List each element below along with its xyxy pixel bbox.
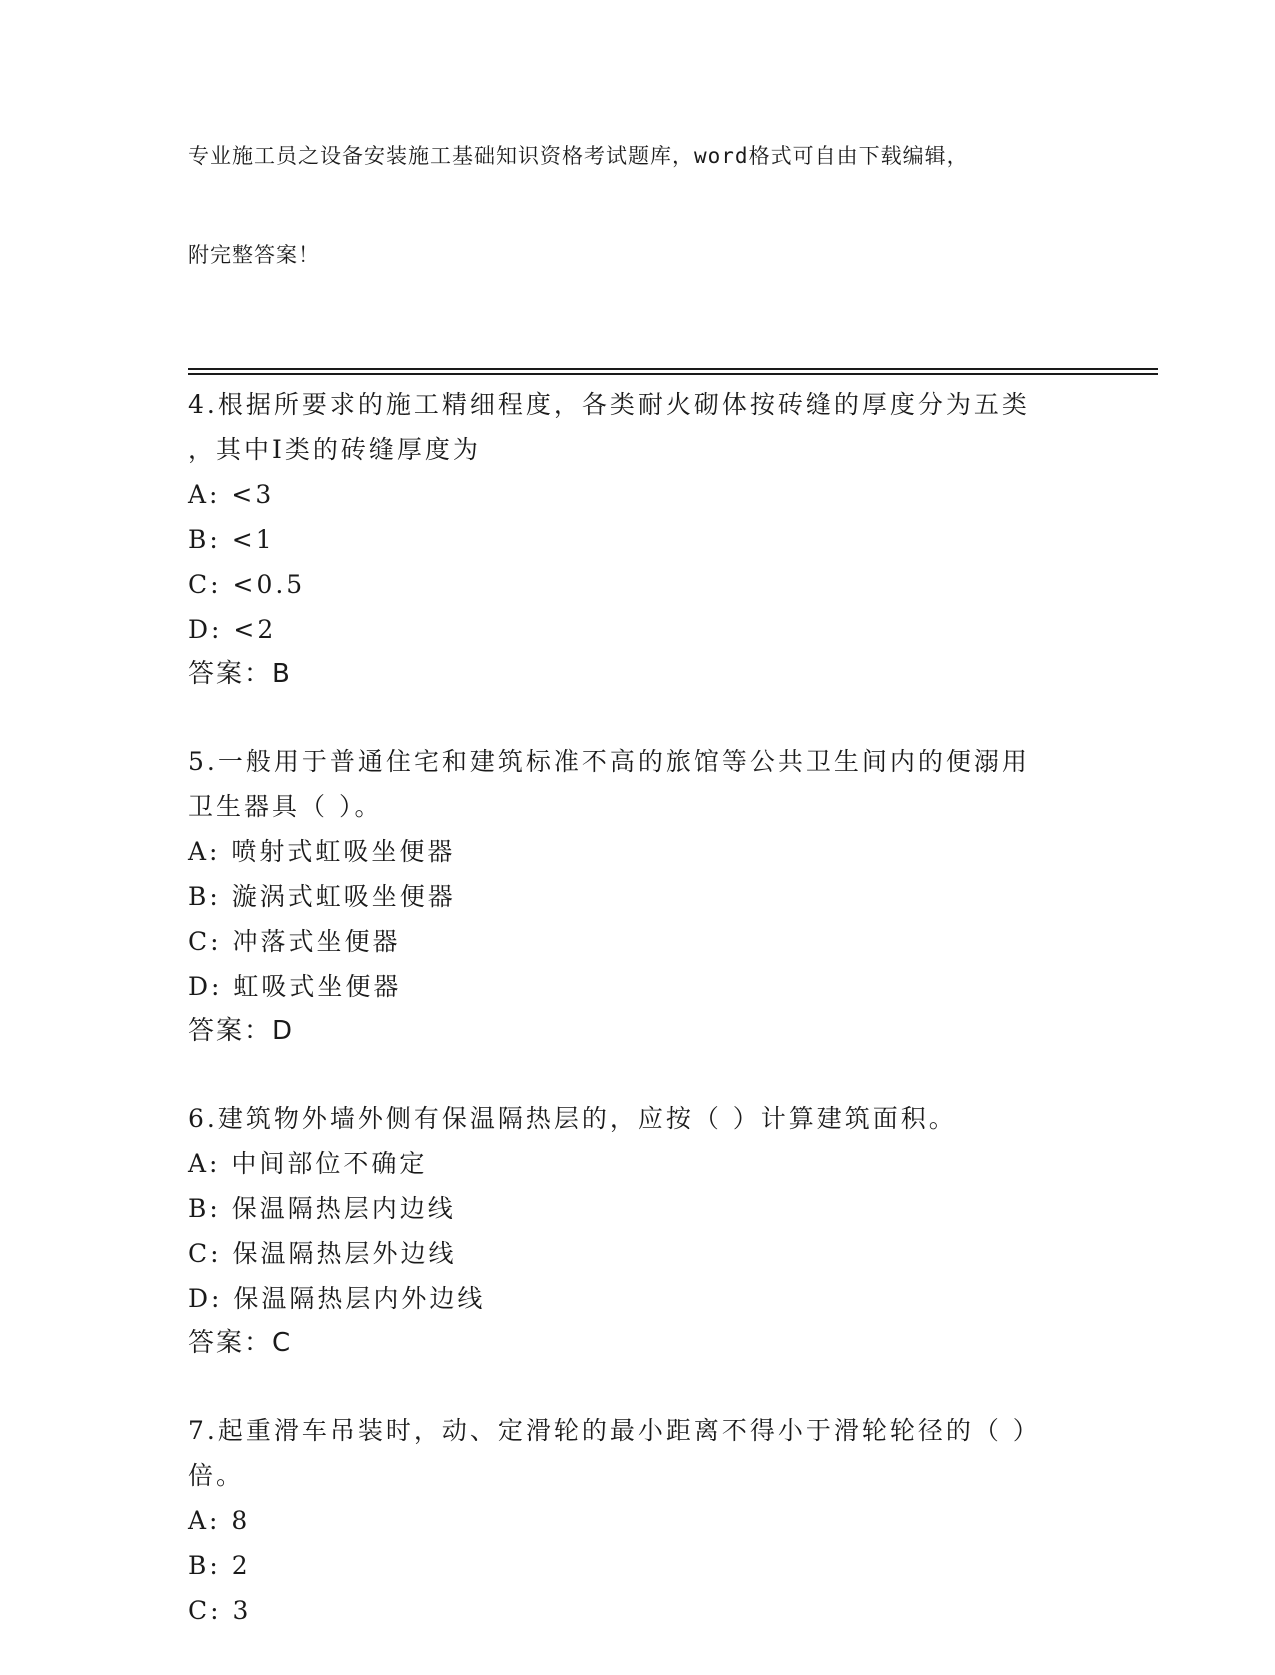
- answer-line: 答案：C: [188, 1328, 293, 1358]
- option-d: D: <2: [188, 615, 277, 644]
- option-a: A: 8: [188, 1506, 251, 1535]
- question-stem-line: 5.一般用于普通住宅和建筑标准不高的旅馆等公共卫生间内的便溺用: [188, 747, 1030, 776]
- option-b: B: <1: [188, 525, 275, 554]
- question-stem-line: ，其中Ⅰ类的砖缝厚度为: [188, 435, 481, 464]
- question-stem: [188, 1408, 1068, 1498]
- document-header: [188, 74, 1068, 338]
- header-line-1: 专业施工员之设备安装施工基础知识资格考试题库，word格式可自由下载编辑，: [188, 144, 969, 168]
- answer-line: 答案：D: [188, 1016, 295, 1046]
- option-d: D: 虹吸式坐便器: [188, 972, 402, 1001]
- question-stem-line: 7.起重滑车吊装时，动、定滑轮的最小距离不得小于滑轮轮径的（ ）: [188, 1416, 1041, 1445]
- question-stem-line: 4.根据所要求的施工精细程度，各类耐火砌体按砖缝的厚度分为五类: [188, 390, 1030, 419]
- option-b: B: 保温隔热层内边线: [188, 1194, 456, 1223]
- question-stem: [188, 739, 1068, 829]
- answer-line: 答案：B: [188, 659, 292, 689]
- option-c: C: 3: [188, 1596, 252, 1625]
- option-b: B: 2: [188, 1551, 251, 1580]
- question-stem-line: 倍。: [188, 1461, 245, 1490]
- option-a: A: 中间部位不确定: [188, 1149, 428, 1178]
- option-a: A: <3: [188, 480, 275, 509]
- rule-line-top: [188, 368, 1158, 370]
- question-stem-line: 卫生器具（ ）。: [188, 792, 383, 821]
- header-line-2: 附完整答案！: [188, 243, 320, 267]
- header-double-rule: [188, 368, 1158, 376]
- option-c: C: <0.5: [188, 570, 306, 599]
- option-a: A: 喷射式虹吸坐便器: [188, 837, 456, 866]
- question-7: [188, 1408, 1158, 1633]
- question-list: [188, 382, 1158, 1633]
- question-4: [188, 382, 1158, 697]
- rule-line-bottom: [188, 373, 1158, 375]
- question-6: [188, 1096, 1158, 1366]
- option-b: B: 漩涡式虹吸坐便器: [188, 882, 456, 911]
- option-d: D: 保温隔热层内外边线: [188, 1284, 486, 1313]
- question-stem: [188, 382, 1068, 472]
- question-5: [188, 739, 1158, 1054]
- option-c: C: 冲落式坐便器: [188, 927, 401, 956]
- question-stem: [188, 1096, 1068, 1141]
- option-c: C: 保温隔热层外边线: [188, 1239, 457, 1268]
- document-page: [188, 74, 1158, 1675]
- question-stem-line: 6.建筑物外墙外侧有保温隔热层的，应按（ ）计算建筑面积。: [188, 1104, 957, 1133]
